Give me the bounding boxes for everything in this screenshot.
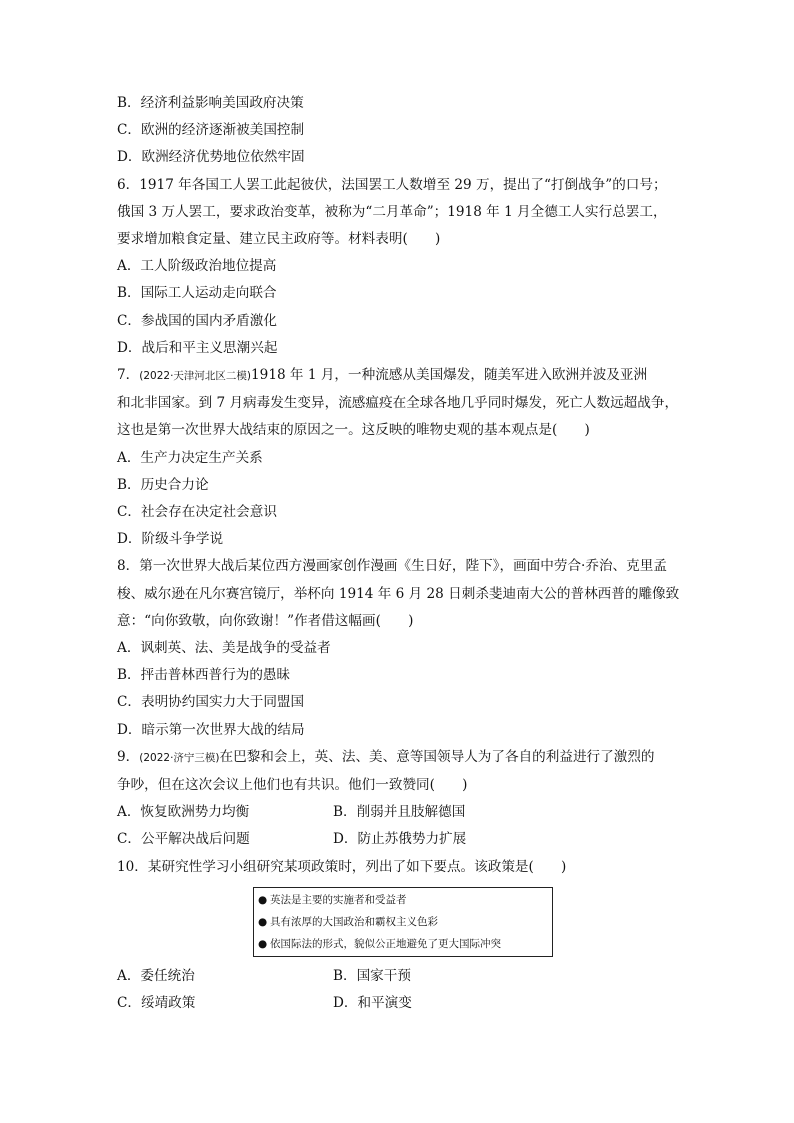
q9-stem-line-1	[117, 744, 682, 772]
q10-point-3	[258, 933, 548, 955]
q9-stem-rest: 在巴黎和会上，英、法、美、意等国领导人为了各自的利益进行了激烈的	[219, 748, 655, 765]
q6-stem-line-3: 要求增加粮食定量、建立民主政府等。材料表明( )	[117, 231, 441, 248]
q10-options-row-2	[117, 990, 682, 1017]
q10-options-row-1	[117, 963, 682, 990]
q6-option-a: A．工人阶级政治地位提高	[117, 258, 277, 275]
q6-option-c: C．参战国的国内矛盾激化	[117, 312, 277, 329]
q8-option-c: C．表明协约国实力大于同盟国	[117, 694, 305, 711]
q10-point-1-text: 英法是主要的实施者和受益者	[270, 893, 407, 906]
q10-point-3-text: 依国际法的形式，貌似公正地避免了更大国际冲突	[270, 937, 501, 950]
q10-point-1	[258, 889, 548, 911]
q10-option-d: D．和平演变	[333, 995, 412, 1012]
q8-option-d: D．暗示第一次世界大战的结局	[117, 721, 305, 738]
q8-stem-line-3: 意：“向你致敬，向你致谢！”作者借这幅画( )	[117, 612, 414, 629]
q7-stem-line-1	[117, 362, 682, 390]
q8-stem-line-1: 8．第一次世界大战后某位西方漫画家创作漫画《生日好，陛下》，画面中劳合·乔治、克里孟	[117, 558, 667, 575]
q8-option-b: B．抨击普林西普行为的愚昧	[117, 667, 291, 684]
bullet-icon: ●	[258, 915, 268, 928]
q9-option-d: D．防止苏俄势力扩展	[333, 831, 467, 848]
q8-option-a: A．讽刺英、法、美是战争的受益者	[117, 640, 331, 657]
q9-option-a: A．恢复欧洲势力均衡	[117, 804, 250, 821]
q9-source: (2022·济宁三模)	[139, 751, 220, 764]
q10-point-2	[258, 911, 548, 933]
q5-option-b: B．经济利益影响美国政府决策	[117, 95, 304, 111]
q6-option-b: B．国际工人运动走向联合	[117, 285, 277, 302]
q9-number: 9．	[117, 748, 140, 765]
q7-number: 7．	[117, 367, 140, 384]
q6-stem-line-2: 俄国 3 万人罢工，要求政治变革，被称为“二月革命”；1918 年 1 月全德工人实行总罢工，	[117, 203, 667, 220]
q9-option-c: C．公平解决战后问题	[117, 831, 250, 848]
bullet-icon: ●	[258, 893, 268, 906]
q9-stem-line-2: 争吵，但在这次会议上他们也有共识。他们一致赞同( )	[117, 777, 468, 794]
q7-stem-rest: 1918 年 1 月，一种流感从美国爆发，随美军进入欧洲并波及亚洲	[251, 367, 648, 384]
q9-option-b: B．削弱并且肢解德国	[333, 804, 466, 821]
q10-key-points-box	[253, 887, 553, 957]
q7-option-d: D．阶级斗争学说	[117, 531, 224, 548]
q7-option-a: A．生产力决定生产关系	[117, 449, 263, 466]
q5-option-c: C．欧洲的经济逐渐被美国控制	[117, 122, 305, 139]
q9-options-row-2	[117, 826, 682, 853]
bullet-icon: ●	[258, 937, 268, 950]
q6-option-d: D．战后和平主义思潮兴起	[117, 339, 278, 356]
q6-stem-line-1: 6．1917 年各国工人罢工此起彼伏，法国罢工人数增至 29 万，提出了“打倒战争”的口号；	[117, 176, 667, 193]
q10-option-c: C．绥靖政策	[117, 995, 196, 1012]
exam-page	[117, 90, 682, 1017]
q10-point-2-text: 具有浓厚的大国政治和霸权主义色彩	[270, 915, 438, 928]
q9-options-row-1	[117, 799, 682, 826]
q7-option-c: C．社会存在决定社会意识	[117, 504, 277, 521]
q8-stem-line-2: 梭、威尔逊在凡尔赛宫镜厅，举杯向 1914 年 6 月 28 日刺杀斐迪南大公的普林西普的雕像致	[117, 585, 680, 602]
q7-option-b: B．历史合力论	[117, 476, 209, 493]
q10-stem: 10．某研究性学习小组研究某项政策时，列出了如下要点。该政策是( )	[117, 858, 567, 875]
q10-option-b: B．国家干预	[333, 967, 411, 984]
q7-stem-line-3: 这也是第一次世界大战结束的原因之一。这反映的唯物史观的基本观点是( )	[117, 422, 590, 439]
q5-option-d: D．欧洲经济优势地位依然牢固	[117, 149, 305, 166]
q10-option-a: A．委任统治	[117, 967, 195, 984]
q7-source: (2022·天津河北区二模)	[139, 370, 252, 383]
q7-stem-line-2: 和北非国家。到 7 月病毒发生变异，流感瘟疫在全球各地几乎同时爆发，死亡人数远超战争，	[117, 395, 679, 412]
